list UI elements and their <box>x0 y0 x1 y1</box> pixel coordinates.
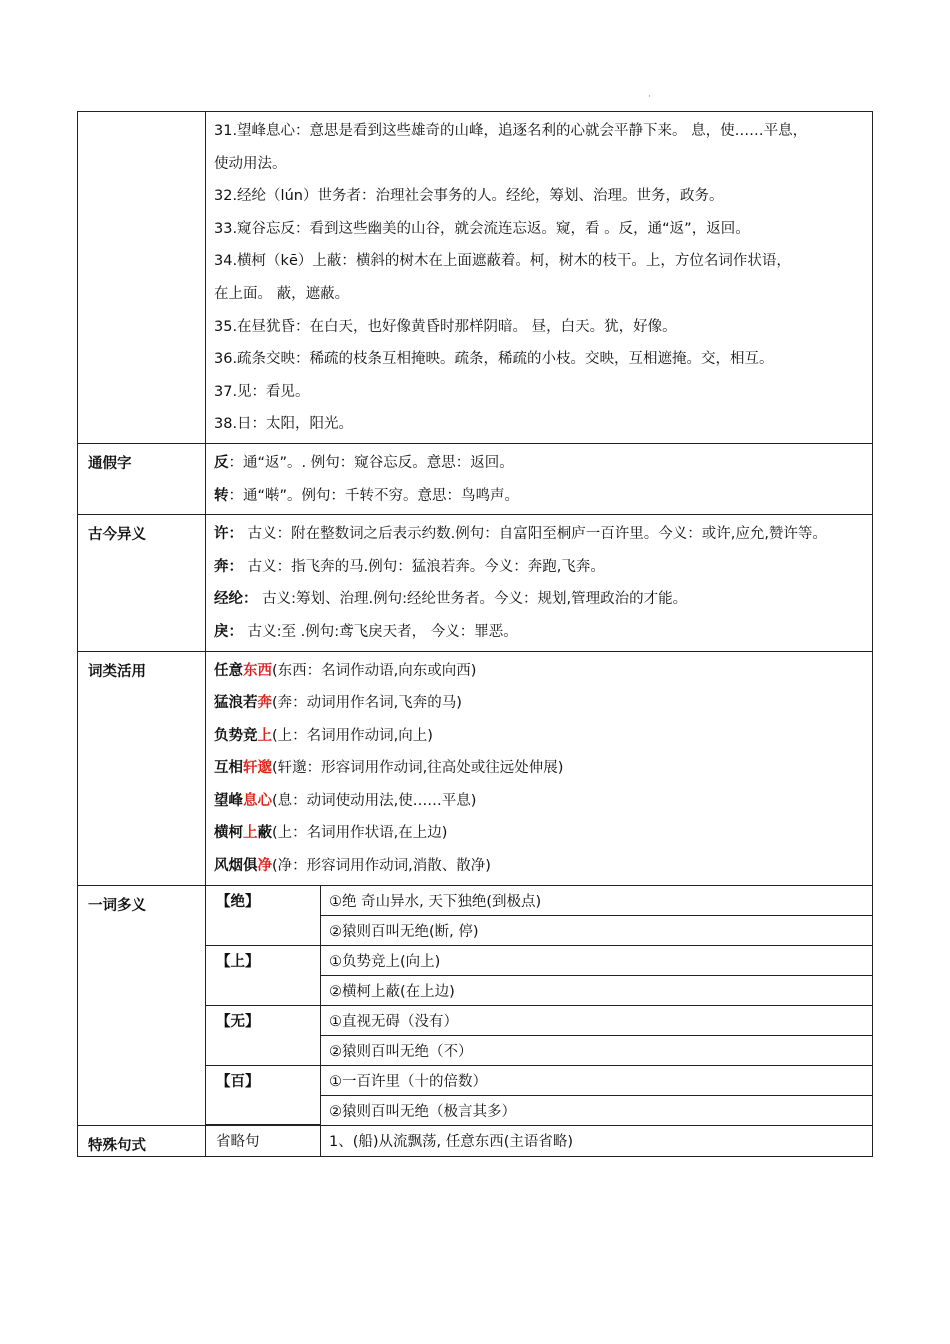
teshu-type: 省略句 <box>206 1126 321 1156</box>
cilei-note: (上：名词用作动词,向上) <box>272 727 433 744</box>
note-line: 37.见：看见。 <box>214 383 310 400</box>
gujin-label: 古今异义 <box>78 515 206 651</box>
notes-row <box>78 112 873 444</box>
header-mark: · <box>648 92 651 102</box>
note-line: 35.在昼犹昏：在白天，也好像黄昏时那样阴暗。 昼，白天。犹，好像。 <box>214 318 677 335</box>
yici-content <box>206 885 873 1126</box>
cilei-item <box>214 687 864 720</box>
cilei-item <box>214 850 864 883</box>
gujin-head: 戾： <box>214 623 243 640</box>
note-line: 使动用法。 <box>214 155 287 172</box>
cilei-highlight: 息心 <box>243 792 272 809</box>
cilei-note: (息：动词使动用法,使……平息) <box>272 792 477 809</box>
cilei-content <box>206 651 873 885</box>
teshu-content <box>206 1126 873 1157</box>
cilei-item <box>214 655 864 688</box>
gujin-item <box>214 583 864 616</box>
yici-key: 【无】 <box>206 1005 321 1065</box>
yici-sense: ①一百许里（十的倍数） <box>321 1065 873 1095</box>
cilei-phrase: 任意 <box>214 662 243 679</box>
yici-sense: ②横柯上蔽(在上边) <box>321 975 873 1005</box>
yici-sense: ②猿则百叫无绝（不） <box>321 1035 873 1065</box>
note-line: 36.疏条交映：稀疏的枝条互相掩映。疏条，稀疏的小枝。交映，互相遮掩。交，相互。 <box>214 351 774 368</box>
note-line: 38.日：太阳，阳光。 <box>214 416 354 433</box>
yici-sense: ①负势竞上(向上) <box>321 945 873 975</box>
cilei-label: 词类活用 <box>78 651 206 885</box>
notes-table <box>77 111 873 1157</box>
notes-content-cell <box>206 112 873 444</box>
cilei-note: (轩邈：形容词用作动词,往高处或往远处伸展) <box>272 760 564 777</box>
cilei-phrase-tail: 蔽 <box>257 825 272 842</box>
cilei-phrase: 猛浪若 <box>214 695 258 712</box>
tongjia-label: 通假字 <box>78 443 206 514</box>
gujin-item <box>214 551 864 584</box>
gujin-item <box>214 518 864 551</box>
gujin-row <box>78 515 873 651</box>
cilei-phrase: 望峰 <box>214 792 243 809</box>
tongjia-row <box>78 443 873 514</box>
gujin-head: 经纶： <box>214 591 258 608</box>
note-line: 34.横柯（kē）上蔽：横斜的树木在上面遮蔽着。柯，树木的枝干。上，方位名词作状语， <box>214 253 791 270</box>
yici-sense: ②猿则百叫无绝（极言其多） <box>321 1095 873 1125</box>
tongjia-item <box>214 480 864 513</box>
teshu-subtable <box>206 1126 872 1156</box>
teshu-example: 1、(船)从流飘荡, 任意东西(主语省略) <box>321 1126 873 1156</box>
gujin-content <box>206 515 873 651</box>
gujin-head: 许： <box>214 526 243 543</box>
yici-key: 【绝】 <box>206 886 321 946</box>
yici-sense: ①绝 奇山异水, 天下独绝(到极点) <box>321 886 873 916</box>
cilei-note: (净：形容词用作动词,消散、散净) <box>272 858 491 875</box>
cilei-phrase: 风烟俱 <box>214 858 258 875</box>
tongjia-text: ：通“返”。. 例句：窥谷忘反。意思：返回。 <box>228 454 514 471</box>
cilei-note: (东西：名词作动语,向东或向西) <box>272 662 477 679</box>
gujin-text: 古义：指飞奔的马.例句：猛浪若奔。今义：奔跑,飞奔。 <box>243 558 605 575</box>
yici-key: 【上】 <box>206 945 321 1005</box>
tongjia-head: 转 <box>214 487 229 504</box>
yici-label: 一词多义 <box>78 885 206 1126</box>
tongjia-content <box>206 443 873 514</box>
cilei-highlight: 净 <box>257 858 272 875</box>
cilei-highlight: 上 <box>257 727 272 744</box>
gujin-text: 古义：附在整数词之后表示约数.例句：自富阳至桐庐一百许里。今义：或许,应允,赞许等。 <box>243 526 827 543</box>
notes-label-cell <box>78 112 206 444</box>
cilei-highlight: 东西 <box>243 662 272 679</box>
note-line: 33.窥谷忘反：看到这些幽美的山谷，就会流连忘返。窥，看 。反，通“返”，返回。 <box>214 220 750 237</box>
note-line: 在上面。 蔽，遮蔽。 <box>214 285 350 302</box>
cilei-highlight: 轩邈 <box>243 760 272 777</box>
cilei-item <box>214 720 864 753</box>
cilei-item <box>214 785 864 818</box>
gujin-head: 奔： <box>214 558 243 575</box>
yici-key: 【百】 <box>206 1065 321 1125</box>
yici-sense: ②猿则百叫无绝(断, 停) <box>321 915 873 945</box>
cilei-highlight: 上 <box>243 825 258 842</box>
note-line: 32.经纶（lún）世务者：治理社会事务的人。经纶，筹划、治理。世务，政务。 <box>214 188 724 205</box>
cilei-note: (奔：动词用作名词,飞奔的马) <box>272 695 462 712</box>
teshu-row <box>78 1126 873 1157</box>
cilei-highlight: 奔 <box>257 695 272 712</box>
yici-subtable <box>206 886 872 1126</box>
cilei-phrase: 横柯 <box>214 825 243 842</box>
yici-row <box>78 885 873 1126</box>
yici-sense: ①直视无碍（没有） <box>321 1005 873 1035</box>
tongjia-text: ：通“啭”。例句：千转不穷。意思：鸟鸣声。 <box>228 487 520 504</box>
teshu-label: 特殊句式 <box>78 1126 206 1157</box>
gujin-text: 古义:筹划、治理.例句:经纶世务者。今义：规划,管理政治的才能。 <box>257 591 688 608</box>
cilei-note: (上：名词用作状语,在上边) <box>272 825 448 842</box>
note-line: 31.望峰息心：意思是看到这些雄奇的山峰，追逐名利的心就会平静下来。 息，使……平息， <box>214 123 808 139</box>
gujin-text: 古义:至 .例句:鸢飞戾天者， 今义：罪恶。 <box>243 623 518 640</box>
cilei-item <box>214 817 864 850</box>
cilei-phrase: 互相 <box>214 760 243 777</box>
cilei-item <box>214 752 864 785</box>
cilei-row <box>78 651 873 885</box>
tongjia-item <box>214 447 864 480</box>
tongjia-head: 反 <box>214 454 229 471</box>
cilei-phrase: 负势竞 <box>214 727 258 744</box>
gujin-item <box>214 616 864 649</box>
